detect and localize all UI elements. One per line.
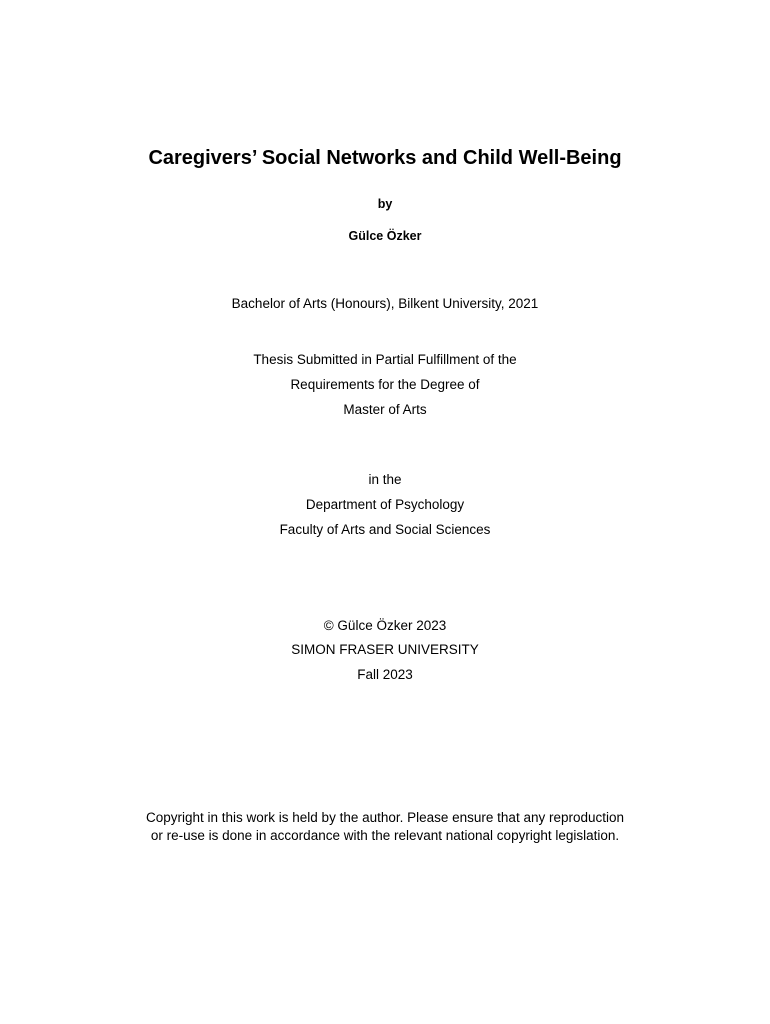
copyright-notice-line-1: Copyright in this work is held by the author. Please ensure that any reproduction	[145, 810, 625, 825]
copyright-line: © Gülce Özker 2023	[323, 618, 447, 633]
thesis-statement-line-3: Master of Arts	[343, 402, 427, 417]
thesis-statement-line-2: Requirements for the Degree of	[290, 377, 480, 392]
department-block-line-1: in the	[368, 472, 402, 487]
university-name: SIMON FRASER UNIVERSITY	[291, 642, 479, 657]
by-label: by	[377, 197, 393, 211]
thesis-title: Caregivers’ Social Networks and Child Well-Being	[148, 147, 622, 169]
author-name: Gülce Özker	[348, 229, 422, 243]
term: Fall 2023	[357, 667, 413, 682]
faculty-name: Faculty of Arts and Social Sciences	[279, 522, 491, 537]
copyright-notice-line-2: or re-use is done in accordance with the relevant national copyright legislation.	[150, 828, 620, 843]
previous-degree: Bachelor of Arts (Honours), Bilkent University, 2021	[231, 296, 539, 311]
thesis-statement-line-1: Thesis Submitted in Partial Fulfillment of the	[253, 352, 517, 367]
department-name: Department of Psychology	[305, 497, 465, 512]
